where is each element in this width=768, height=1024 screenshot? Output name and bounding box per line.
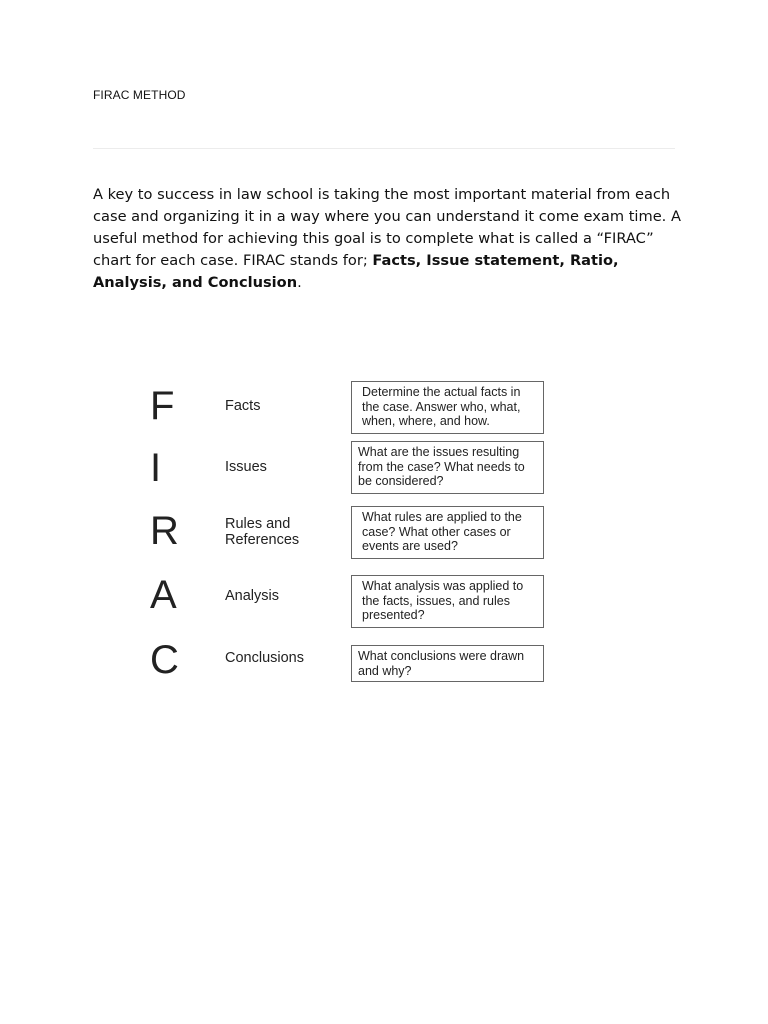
firac-label: Rules and References (225, 516, 300, 548)
firac-label: Issues (225, 459, 267, 475)
firac-diagram (140, 378, 560, 698)
firac-letter: I (150, 446, 162, 490)
firac-description-box: What analysis was applied to the facts, issues, and rules presented? (351, 575, 544, 628)
firac-letter: C (150, 638, 179, 682)
firac-description-box: Determine the actual facts in the case. Answer who, what, when, where, and how. (351, 381, 544, 434)
intro-text: A key to success in law school is taking the most important material from each case and organizing it in a way where you can understand it come exam time. A useful method for achieving this goal is to complete what is called a “FIRAC” chart for each case. FIRAC stands for; (93, 186, 681, 269)
intro-paragraph (93, 184, 683, 294)
intro-end: . (297, 274, 302, 291)
divider (93, 148, 675, 149)
firac-label: Facts (225, 398, 261, 414)
firac-letter: F (150, 384, 175, 428)
firac-description-box: What conclusions were drawn and why? (351, 645, 544, 682)
page-title: FIRAC METHOD (93, 88, 186, 102)
firac-label: Conclusions (225, 650, 304, 666)
firac-description-box: What rules are applied to the case? What other cases or events are used? (351, 506, 544, 559)
firac-letter: R (150, 509, 179, 553)
firac-label: Analysis (225, 588, 279, 604)
firac-letter: A (150, 573, 177, 617)
firac-description-box: What are the issues resulting from the case? What needs to be considered? (351, 441, 544, 494)
intro-bold-text: Facts, Issue statement, Ratio, Analysis, and Conclusion (93, 252, 619, 291)
